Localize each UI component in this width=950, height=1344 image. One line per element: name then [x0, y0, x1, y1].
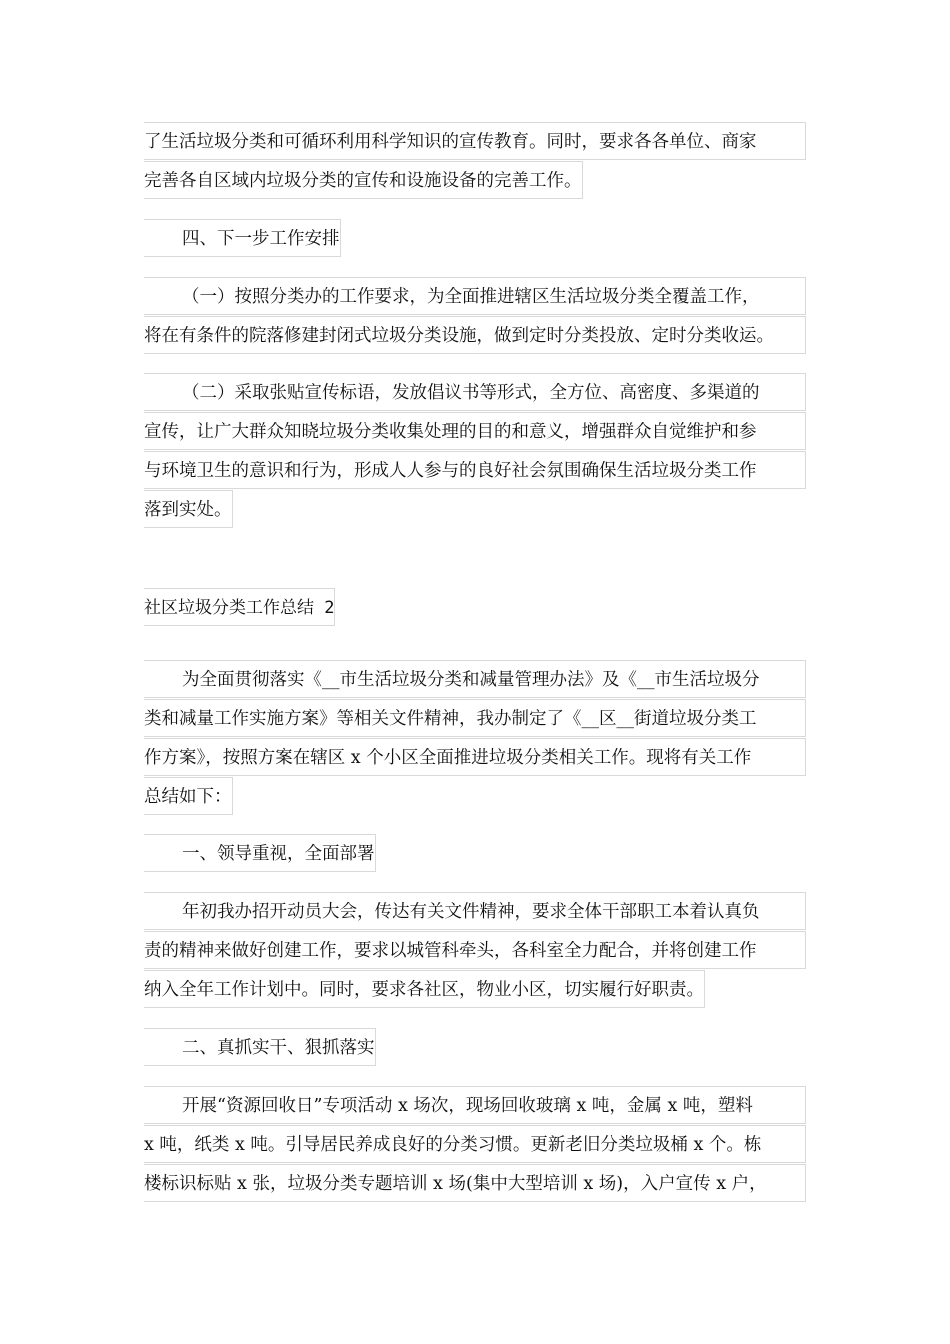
paragraph-line: 宣传，让广大群众知晓垃圾分类收集处理的目的和意义，增强群众自觉维护和参: [144, 412, 806, 450]
document-title: 社区垃圾分类工作总结 2: [144, 588, 335, 626]
paragraph-line: 责的精神来做好创建工作，要求以城管科牵头，各科室全力配合，并将创建工作: [144, 931, 806, 969]
paragraph-line: 与环境卫生的意识和行为，形成人人参与的良好社会氛围确保生活垃圾分类工作: [144, 451, 806, 489]
paragraph-line: 了生活垃圾分类和可循环利用科学知识的宣传教育。同时，要求各各单位、商家: [144, 122, 806, 160]
paragraph-line: 楼标识标贴 x 张，垃圾分类专题培训 x 场(集中大型培训 x 场)，入户宣传 x 户，: [144, 1164, 806, 1202]
paragraph-line: 将在有条件的院落修建封闭式垃圾分类设施，做到定时分类投放、定时分类收运。: [144, 316, 806, 354]
paragraph-line: 作方案》，按照方案在辖区 x 个小区全面推进垃圾分类相关工作。现将有关工作: [144, 738, 806, 776]
paragraph-line: 纳入全年工作计划中。同时，要求各社区，物业小区，切实履行好职责。: [144, 970, 705, 1008]
paragraph-line: 开展“资源回收日”专项活动 x 场次，现场回收玻璃 x 吨，金属 x 吨，塑料: [144, 1086, 806, 1124]
paragraph-line: x 吨，纸类 x 吨。引导居民养成良好的分类习惯。更新老旧分类垃圾桶 x 个。栋: [144, 1125, 806, 1163]
paragraph-line: 落到实处。: [144, 490, 233, 528]
paragraph-line: 为全面贯彻落实《__市生活垃圾分类和减量管理办法》及《__市生活垃圾分: [144, 660, 806, 698]
section-heading: 四、下一步工作安排: [144, 219, 341, 257]
paragraph-line: 类和减量工作实施方案》等相关文件精神，我办制定了《__区__街道垃圾分类工: [144, 699, 806, 737]
section-heading: 一、领导重视，全面部署: [144, 834, 376, 872]
paragraph-line: 完善各自区域内垃圾分类的宣传和设施设备的完善工作。: [144, 161, 583, 199]
paragraph-line: 年初我办招开动员大会，传达有关文件精神，要求全体干部职工本着认真负: [144, 892, 806, 930]
paragraph-line: （二）采取张贴宣传标语，发放倡议书等形式，全方位、高密度、多渠道的: [144, 373, 806, 411]
section-heading: 二、真抓实干、狠抓落实: [144, 1028, 376, 1066]
paragraph-line: （一）按照分类办的工作要求，为全面推进辖区生活垃圾分类全覆盖工作，: [144, 277, 806, 315]
paragraph-line: 总结如下：: [144, 777, 233, 815]
